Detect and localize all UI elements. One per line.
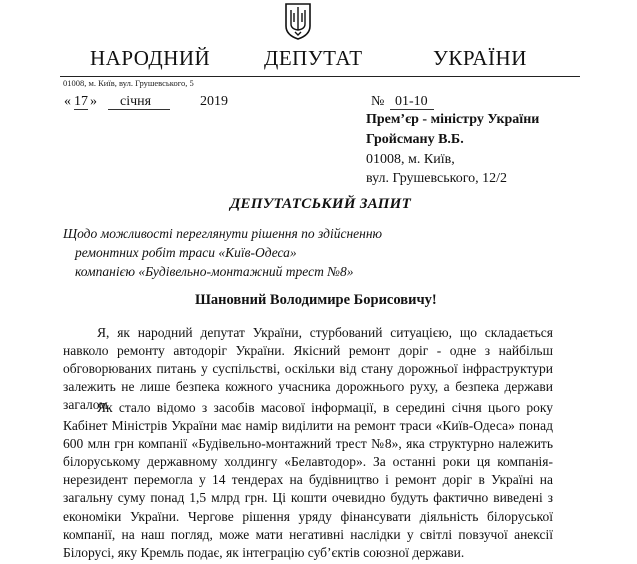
letterhead-word-1: НАРОДНИЙ: [90, 46, 211, 70]
paragraph-text: Я, як народний депутат України, стурбований ситуацією, що складається навколо ремонту автодоріг України. Якісний ремонт доріг - одне з найбільш обговорюваних питань у суспільстві, оскільки від стану дорожньої інфраструктури залежить не лише безпека кожного учасника дорожнього руху, а безпека держави загалом.: [63, 325, 553, 413]
letterhead-address: 01008, м. Київ, вул. Грушевського, 5: [63, 78, 194, 88]
document-title: ДЕПУТАТСЬКИЙ ЗАПИТ: [230, 196, 412, 212]
date-day-underline: [74, 109, 88, 110]
subject-line: ремонтних робіт траси «Київ-Одеса»: [75, 245, 297, 260]
recipient-city: 01008, м. Київ,: [366, 152, 455, 167]
recipient-position: Прем’єр - міністру України: [366, 112, 540, 127]
document-number: 01-10: [395, 94, 428, 109]
number-underline: [390, 109, 434, 110]
date-day: 17: [74, 94, 88, 109]
number-label: №: [371, 94, 385, 109]
date-month: січня: [120, 94, 152, 109]
date-year: 2019: [200, 94, 228, 109]
letterhead-word-3: УКРАЇНИ: [433, 46, 527, 70]
paragraph-text: Як стало відомо з засобів масової інформації, в середині січня цього року Кабінет Міністрів України має намір виділити на ремонт траси «Київ-Одеса» понад 600 млн грн компанії «Будівельно-монтажний трест №8», яка структурно належить білоруському державному холдингу «Белавтодор». За останні роки ця компанія-нерезидент перемогла у 14 тендерах на будівництво і ремонт доріг в Україні на загальну суму понад 1,5 млрд грн. Ці кошти очевидно будуть фактично виведені з економіки України. Чергове рішення уряду фінансувати діяльність білоруської компанії, на наш погляд, може мати негативні наслідки у світлі повзучої анексії Білорусі, яку Кремль подає, як інтеграцію суб’єктів союзної держави.: [63, 400, 553, 560]
date-month-underline: [108, 109, 170, 110]
subject-line: Щодо можливості переглянути рішення по здійсненню: [63, 226, 383, 241]
recipient-name: Гройсману В.Б.: [366, 132, 464, 147]
recipient-street: вул. Грушевського, 12/2: [366, 171, 508, 186]
coat-of-arms-trident-icon: [283, 2, 313, 40]
subject-line: компанією «Будівельно-монтажний трест №8»: [75, 264, 354, 279]
date-open-quote: «: [64, 94, 71, 109]
greeting: Шановний Володимире Борисовичу!: [195, 292, 437, 308]
date-close-quote: »: [90, 94, 97, 109]
body-paragraph: [63, 399, 553, 562]
letterhead-word-2: ДЕПУТАТ: [264, 46, 363, 70]
letterhead-rule: [60, 76, 580, 77]
